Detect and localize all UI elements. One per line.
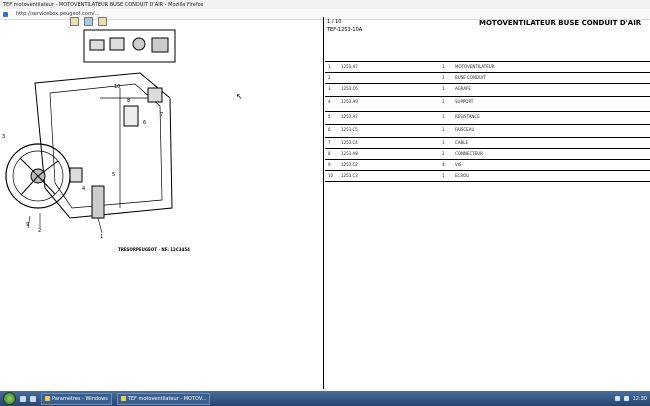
folder-icon [45, 396, 50, 401]
diagram-panel [0, 20, 322, 388]
cell-num: 2 [328, 75, 331, 80]
cell-ref: 1253.C4 [341, 140, 358, 145]
taskbar-item-settings[interactable] [41, 393, 112, 405]
table-row[interactable] [325, 148, 650, 159]
cell-num: 8 [328, 151, 331, 156]
quicklaunch-browser-icon[interactable] [30, 396, 36, 402]
volume-icon[interactable] [624, 396, 629, 401]
callout-6: 6 [143, 120, 147, 126]
cell-ref: 1253.A7 [341, 114, 358, 119]
cell-num: 10 [328, 173, 334, 178]
callout-5: 5 [112, 172, 116, 178]
cell-qty: 1 [442, 173, 445, 178]
cell-ref: 1253.A9 [341, 99, 358, 104]
table-row[interactable] [325, 170, 650, 181]
cell-ref: 1253.C3 [341, 173, 358, 178]
cell-num: 7 [328, 140, 331, 145]
taskbar-item-label: TEF motoventilateur - MOTOV... [127, 395, 207, 402]
cell-num: 6 [328, 127, 331, 132]
cell-desc: CABLE [455, 140, 469, 145]
cell-qty: 1 [442, 114, 445, 119]
window-title: TEF motoventilateur - MOTOVENTILATEUR BUSE CONDUIT D'AIR - Mozilla Firefox [3, 1, 204, 8]
cell-desc: MOTOVENTILATEUR [455, 64, 495, 69]
cell-qty: 1 [442, 86, 445, 91]
cell-desc: FAISCEAU [455, 127, 475, 132]
cell-desc: AGRAFE [455, 86, 471, 91]
clock: 12:30 [632, 395, 647, 402]
taskbar-item-label: Paramètres - Windows [52, 395, 108, 402]
table-row[interactable] [325, 137, 650, 148]
cell-desc: SUPPORT [455, 99, 474, 104]
table-row[interactable] [325, 61, 650, 72]
cell-num: 3 [328, 86, 331, 91]
start-button[interactable] [3, 392, 16, 405]
callout-2: 2 [38, 228, 42, 234]
taskbar-item-browser[interactable] [117, 393, 211, 405]
callout-9: 9 [26, 222, 30, 228]
cell-qty: 1 [442, 127, 445, 132]
table-row[interactable] [325, 124, 650, 137]
callout-1: 1 [100, 234, 104, 240]
cell-ref: 1253.C5 [341, 127, 358, 132]
site-favicon-icon [3, 12, 8, 17]
table-row[interactable] [325, 159, 650, 170]
callout-3: 3 [2, 134, 6, 140]
address-url[interactable]: http://servicebox.peugeot.com/... [16, 11, 100, 17]
cell-num: 9 [328, 162, 331, 167]
cell-num: 1 [328, 64, 331, 69]
table-end-rule [325, 181, 650, 182]
panel-divider[interactable] [323, 17, 324, 389]
cell-qty: 1 [442, 140, 445, 145]
callout-8: 8 [127, 98, 131, 104]
parts-table [325, 61, 650, 182]
exploded-view-diagram [0, 28, 180, 248]
cell-desc: RESISTANCE [455, 114, 480, 119]
cell-qty: 1 [442, 64, 445, 69]
page-number: 1 / 10 [327, 19, 342, 25]
parts-page-title: MOTOVENTILATEUR BUSE CONDUIT D'AIR [479, 19, 642, 27]
table-row[interactable] [325, 111, 650, 124]
cell-ref: 1253.C6 [341, 86, 358, 91]
callout-7: 7 [160, 112, 164, 118]
cell-num: 5 [328, 114, 331, 119]
cell-desc: CONNECTEUR [455, 151, 483, 156]
cell-qty: 2 [442, 99, 445, 104]
cell-num: 4 [328, 99, 331, 104]
cell-desc: BUSE CONDUIT [455, 75, 486, 80]
cell-ref: 1253.A8 [341, 151, 358, 156]
table-row[interactable] [325, 83, 650, 96]
callout-10: 10 [114, 84, 121, 90]
cell-qty: 2 [442, 151, 445, 156]
cell-desc: VIS [455, 162, 462, 167]
cell-qty: 4 [442, 162, 445, 167]
table-row[interactable] [325, 96, 650, 111]
mouse-cursor-icon: ↖ [236, 92, 243, 101]
network-icon[interactable] [615, 396, 620, 401]
callout-4: 4 [82, 186, 86, 192]
cell-qty: 1 [442, 75, 445, 80]
firefox-icon [121, 396, 126, 401]
parts-page-code: TEF-1253-10A [327, 27, 363, 33]
table-row[interactable] [325, 72, 650, 83]
taskbar [0, 391, 650, 406]
cell-desc: ECROU [455, 173, 470, 178]
cell-ref: 1253.C2 [341, 162, 358, 167]
cell-ref: 1253.X7 [341, 64, 358, 69]
quicklaunch-desktop-icon[interactable] [20, 396, 26, 402]
system-tray [615, 396, 647, 402]
diagram-caption: TRESORPEUGEOT - NF: 12C3454 [118, 247, 190, 252]
